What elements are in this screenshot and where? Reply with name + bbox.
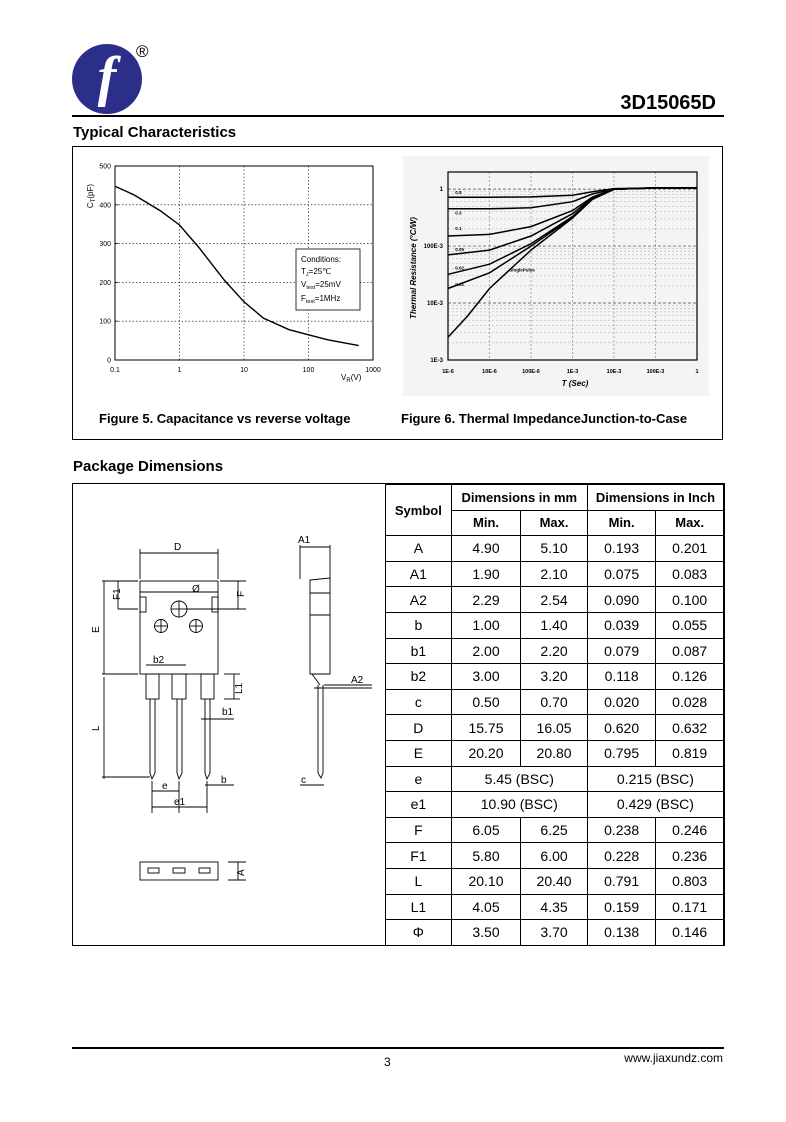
x-tick-label: 0.1: [110, 367, 120, 374]
fig5-caption: Figure 5. Capacitance vs reverse voltage: [99, 411, 351, 426]
cell-mm-max: 3.20: [521, 664, 588, 690]
x-tick-label: 100: [302, 367, 315, 374]
package-body-front: [140, 581, 218, 674]
cell-in-min: 0.791: [587, 868, 656, 894]
y-axis-label: Thermal Resistance (°C/W): [409, 217, 418, 319]
cell-in-min: 0.238: [587, 817, 656, 843]
y-tick-label: 200: [99, 279, 111, 287]
section-title-typical: Typical Characteristics: [73, 124, 237, 141]
header-rule: [72, 115, 724, 117]
x-axis-label: T (Sec): [561, 379, 589, 388]
footer-rule: [72, 1047, 724, 1049]
section-title-package: Package Dimensions: [73, 458, 224, 475]
cell-mm-bsc: 10.90 (BSC): [451, 792, 587, 818]
cell-mm-max: 20.80: [521, 740, 588, 766]
cell-mm-max: 5.10: [521, 536, 588, 562]
table-row: [386, 664, 724, 690]
cell-symbol: b: [386, 612, 452, 638]
conditions-ftest: $F_{test}=1MHz$: [301, 294, 341, 305]
dim-label-D: D: [174, 542, 182, 553]
x-tick-label: 1: [695, 369, 699, 375]
cell-mm-min: 0.50: [451, 689, 521, 715]
cell-in-max: 0.087: [656, 638, 724, 664]
cell-mm-max: 16.05: [521, 715, 588, 741]
cell-symbol: F: [386, 817, 452, 843]
conditions-vtest: $V_{test}=25mV$: [301, 280, 341, 291]
inch-max-header: Max.: [656, 510, 724, 536]
table-row: [386, 894, 724, 920]
x-tick-label: 100E-3: [646, 369, 665, 375]
dim-label-e: e: [162, 781, 168, 792]
x-axis-label: $V_R(V)$: [341, 373, 362, 384]
curve-label: SinglePulse: [509, 267, 535, 273]
cell-in-max: 0.083: [656, 561, 724, 587]
table-row: [386, 536, 724, 562]
x-tick-label: 10: [240, 367, 248, 374]
y-tick-label: 10E-3: [426, 301, 443, 308]
cell-mm-max: 20.40: [521, 868, 588, 894]
cell-in-max: 0.819: [656, 740, 724, 766]
cell-symbol: A2: [386, 587, 452, 613]
dim-label-E: E: [91, 626, 102, 633]
cell-in-max: 0.632: [656, 715, 724, 741]
cell-symbol: A1: [386, 561, 452, 587]
table-row: [386, 612, 724, 638]
y-tick-label: 1E-3: [430, 358, 443, 364]
table-row: [386, 868, 724, 894]
cell-symbol: L1: [386, 894, 452, 920]
cell-symbol: b2: [386, 664, 452, 690]
dim-label-A: A: [236, 869, 247, 876]
table-row: [386, 740, 724, 766]
cell-in-max: 0.803: [656, 868, 724, 894]
cell-mm-max: 6.00: [521, 843, 588, 869]
dim-label-b1: b1: [222, 707, 234, 718]
conditions-tj: $T_J=25℃$: [301, 267, 332, 278]
cell-in-max: 0.236: [656, 843, 724, 869]
x-tick-label: 1: [177, 367, 182, 374]
cell-in-max: 0.055: [656, 612, 724, 638]
cell-mm-min: 2.29: [451, 587, 521, 613]
cell-symbol: c: [386, 689, 452, 715]
inch-header: Dimensions in Inch: [587, 485, 723, 511]
cell-in-max: 0.201: [656, 536, 724, 562]
cell-in-min: 0.138: [587, 920, 656, 946]
mm-max-header: Max.: [521, 510, 588, 536]
conditions-box: [296, 249, 360, 310]
table-row: [386, 920, 724, 946]
dim-label-A1: A1: [298, 535, 311, 546]
cell-symbol: D: [386, 715, 452, 741]
capacitance-chart: [78, 152, 388, 397]
cell-in-min: 0.620: [587, 715, 656, 741]
curve-label: 0.3: [455, 210, 462, 216]
dim-label-e1: e1: [174, 797, 186, 808]
cell-in-min: 0.075: [587, 561, 656, 587]
cell-mm-min: 5.80: [451, 843, 521, 869]
table-row: [386, 587, 724, 613]
footer-website: www.jiaxundz.com: [624, 1051, 723, 1065]
cell-symbol: E: [386, 740, 452, 766]
cell-symbol: A: [386, 536, 452, 562]
cell-mm-min: 1.90: [451, 561, 521, 587]
cell-symbol: L: [386, 868, 452, 894]
table-row: [386, 689, 724, 715]
cell-in-max: 0.171: [656, 894, 724, 920]
cell-in-min: 0.090: [587, 587, 656, 613]
package-body-side: [310, 578, 330, 674]
cell-mm-max: 2.20: [521, 638, 588, 664]
cell-mm-min: 3.00: [451, 664, 521, 690]
cell-in-min: 0.039: [587, 612, 656, 638]
cell-in-max: 0.146: [656, 920, 724, 946]
package-body-top: [140, 862, 218, 880]
cell-mm-max: 3.70: [521, 920, 588, 946]
dimension-table: [385, 484, 724, 946]
registered-mark: ®: [136, 42, 149, 61]
cell-mm-min: 2.00: [451, 638, 521, 664]
cell-in-min: 0.795: [587, 740, 656, 766]
part-number: 3D15065D: [620, 92, 716, 114]
cell-mm-min: 6.05: [451, 817, 521, 843]
brand-logo-mark: f: [97, 46, 117, 108]
cell-mm-max: 2.10: [521, 561, 588, 587]
cell-in-min: 0.228: [587, 843, 656, 869]
dim-label-L1: L1: [234, 682, 245, 694]
brand-logo: [72, 44, 142, 114]
y-tick-label: 100E-3: [423, 244, 443, 251]
cell-mm-max: 2.54: [521, 587, 588, 613]
dim-label-A2: A2: [351, 675, 364, 686]
x-tick-label: 10E-6: [482, 369, 497, 375]
cell-in-min: 0.118: [587, 664, 656, 690]
table-row: [386, 817, 724, 843]
cell-symbol: e: [386, 766, 452, 792]
y-tick-label: 400: [99, 202, 111, 210]
curve-label: 0.02: [455, 265, 465, 271]
cell-mm-min: 1.00: [451, 612, 521, 638]
mm-min-header: Min.: [451, 510, 521, 536]
dim-label-c: c: [301, 775, 306, 786]
cell-in-min: 0.193: [587, 536, 656, 562]
cell-mm-max: 4.35: [521, 894, 588, 920]
x-tick-label: 100E-6: [522, 369, 540, 375]
page-number: 3: [384, 1055, 391, 1069]
cell-mm-min: 3.50: [451, 920, 521, 946]
x-tick-label: 1000: [365, 367, 381, 374]
table-row: [386, 843, 724, 869]
cell-in-bsc: 0.215 (BSC): [587, 766, 723, 792]
cell-mm-min: 4.90: [451, 536, 521, 562]
cell-in-min: 0.079: [587, 638, 656, 664]
cell-in-min: 0.020: [587, 689, 656, 715]
y-tick-label: 100: [99, 318, 111, 326]
cell-mm-min: 20.10: [451, 868, 521, 894]
curve-label: 0.01: [455, 281, 465, 287]
table-row: [386, 715, 724, 741]
cell-mm-max: 6.25: [521, 817, 588, 843]
dim-label-phi: Ø: [192, 584, 200, 595]
fig6-caption: Figure 6. Thermal ImpedanceJunction-to-Case: [401, 411, 688, 426]
cell-mm-min: 15.75: [451, 715, 521, 741]
curve-label: 0.5: [455, 190, 462, 196]
table-row: [386, 766, 724, 792]
cell-mm-min: 4.05: [451, 894, 521, 920]
table-row: [386, 792, 724, 818]
x-tick-label: 10E-3: [606, 369, 622, 375]
package-drawing: [74, 485, 385, 943]
thermal-impedance-chart: [403, 156, 709, 396]
dim-label-F: F: [236, 590, 247, 597]
cell-mm-min: 20.20: [451, 740, 521, 766]
y-tick-label: 300: [99, 241, 111, 249]
dim-label-L: L: [91, 725, 102, 731]
x-tick-label: 1E-6: [442, 369, 454, 375]
cell-in-max: 0.126: [656, 664, 724, 690]
cell-in-max: 0.100: [656, 587, 724, 613]
cell-in-min: 0.159: [587, 894, 656, 920]
table-row: [386, 561, 724, 587]
cell-mm-max: 0.70: [521, 689, 588, 715]
inch-min-header: Min.: [587, 510, 656, 536]
y-axis-label: $C_T(pF)$: [86, 183, 97, 209]
y-tick-label: 1: [439, 187, 443, 194]
y-tick-label: 500: [99, 163, 111, 171]
dim-label-b: b: [221, 775, 227, 786]
curve-label: 0.05: [455, 246, 465, 252]
curve-label: 0.1: [455, 226, 462, 232]
cell-in-max: 0.028: [656, 689, 724, 715]
table-row: [386, 638, 724, 664]
cell-symbol: b1: [386, 638, 452, 664]
dim-label-F1: F1: [112, 588, 123, 600]
x-tick-label: 1E-3: [566, 369, 579, 375]
cell-symbol: e1: [386, 792, 452, 818]
y-tick-label: 0: [107, 357, 111, 365]
conditions-title: Conditions:: [301, 255, 342, 264]
cell-mm-bsc: 5.45 (BSC): [451, 766, 587, 792]
cell-symbol: F1: [386, 843, 452, 869]
cell-mm-max: 1.40: [521, 612, 588, 638]
cell-in-bsc: 0.429 (BSC): [587, 792, 723, 818]
mm-header: Dimensions in mm: [451, 485, 587, 511]
cell-in-max: 0.246: [656, 817, 724, 843]
symbol-header: Symbol: [386, 485, 452, 536]
dim-label-b2: b2: [153, 655, 165, 666]
cell-symbol: Φ: [386, 920, 452, 946]
